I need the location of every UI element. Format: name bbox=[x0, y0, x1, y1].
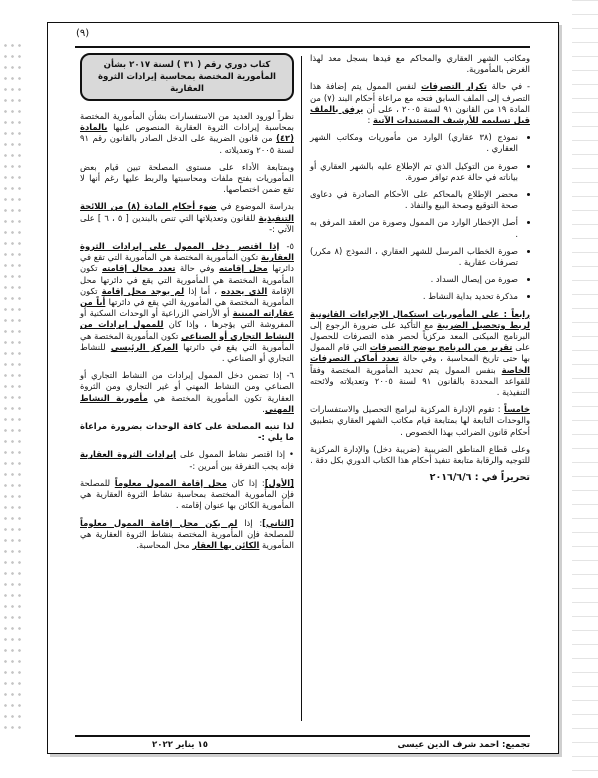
first-term: محل إقامة الممول معلوماً bbox=[114, 477, 227, 488]
paragraph-2: وبمتابعة الأداء على مستوى المصلحة تبين قيام بعض المأموريات بفتح ملفات ومحاسبتها والربط عليها رغم أنها لا تقع ضمن اختصاصها. bbox=[80, 161, 294, 195]
fourth-term2: تعدد أماكن التصرفات الخاصة bbox=[310, 353, 530, 375]
fifth-text: : تقوم الإدارة المركزية لبرامج التحصيل والاستفسارات والوحدات التابعة لها بمتابعة قيام مكاتب الشهر العقاري بتطبيق أحكام قانون الضرائب بهذا الخصوص . bbox=[310, 404, 530, 437]
p3-term: ضوء أحكام المادة (٨) من اللائحة التنفيذية bbox=[80, 201, 295, 223]
first-label: [الأول] bbox=[264, 477, 294, 488]
case-paragraph bbox=[80, 449, 294, 471]
second-b: للمصلحة فإن المأمورية المختصة بنشاط الثروة العقارية هي المأمورية bbox=[80, 528, 294, 550]
item6-b: . bbox=[262, 403, 265, 414]
left-column bbox=[80, 53, 294, 557]
list-item: • محضر الإطلاع بالمحاكم على الأحكام الصادرة في دعاوى صحة التوقيع وصحة البيع والنفاذ . bbox=[310, 189, 518, 211]
fifth-section bbox=[310, 404, 530, 438]
item5-h: تكون المأمورية المختصة هي المأمورية التي يقع في دائرتها bbox=[80, 330, 294, 352]
decorative-grid-edge bbox=[572, 0, 598, 778]
first-b: للمصلحة فإن المأمورية المختصة بمحاسبة نشاط الثروة العقارية هي المأمورية الكائن بها عنوان إقامته . bbox=[80, 477, 294, 511]
item5-e: ، أما إذا bbox=[184, 285, 222, 296]
list-item: • صورة من التوكيل الذي تم الإطلاع عليه بالشهر العقاري أو بياناته في حالة عدم توافر صورة. bbox=[310, 161, 518, 183]
right-column bbox=[310, 53, 530, 490]
item-5 bbox=[80, 241, 294, 364]
dup-term2: يرفق بالملف قبل تسليمه للأرشيف المستندات الآتية bbox=[310, 103, 530, 126]
second-term: لم يكن محل إقامة الممول معلوماً bbox=[80, 517, 238, 528]
item5-term8: المركز الرئيسي bbox=[110, 341, 178, 352]
dup-prefix: - في حالة bbox=[486, 81, 530, 92]
circular-title-box: كتاب دوري رقم ( ٣١ ) لسنة ٢٠١٧ بشأن المأمورية المختصة بمحاسبة إيرادات الثروة العقارية bbox=[80, 53, 294, 101]
header-rule bbox=[75, 46, 530, 48]
p1-text-a: نظراً لورود العديد من الاستفسارات بشأن المأمورية المختصة بمحاسبة إيرادات الثروة العقارية المنصوص عليها bbox=[80, 111, 294, 133]
first-a: : إذا كان bbox=[226, 477, 265, 488]
date-value: ٢٠١٦/٦/٦ bbox=[429, 472, 472, 484]
item6-term: مأمورية النشاط المهني bbox=[80, 392, 294, 414]
fourth-text-a: مع التأكيد على ضرورة الرجوع إلى البرنامج الميكنى المعد مركزياً لحصر هذه التصرفات للحصول على bbox=[310, 319, 530, 353]
notice-heading: لذا تنبه المصلحة على كافة الوحدات بضرورة مراعاة ما يلي :- bbox=[80, 421, 294, 443]
item5-term3: تعدد محال إقامته bbox=[102, 263, 176, 274]
list-item: • مذكرة تحديد بداية النشاط . bbox=[310, 291, 518, 302]
item5-a: ٥- bbox=[279, 241, 294, 252]
fourth-title: رابعاً : على المأموريات استكمال الإجراءات القانونية لربط وتحصيل الضريبة bbox=[310, 308, 530, 330]
list-item: • أصل الإخطار الوارد من الممول وصورة من العقد المرفق به . bbox=[310, 217, 518, 239]
item5-i: للنشاط التجاري أو الصناعي . bbox=[80, 341, 294, 364]
first-case bbox=[80, 478, 294, 512]
case-b: فإنه يجب التفرقة بين أمرين :- bbox=[189, 460, 294, 471]
p1-text-b: من قانون الضريبة على الدخل الصادر بالقانون رقم ٩١ لسنة ٢٠٠٥ وتعديلاته . bbox=[80, 133, 294, 155]
paragraph-3 bbox=[80, 201, 294, 235]
list-item: • صورة الخطاب المرسل للشهر العقاري ، النموذج (٨ مكرر) تصرفات عقارية . bbox=[310, 246, 518, 268]
fourth-text-b: التي قام الممول بها حتى تاريخ المحاسبة ، وفي حالة bbox=[310, 342, 530, 364]
footer-author: تجميع: احمد شرف الدين عيسى bbox=[397, 740, 530, 750]
item5-b: تكون المأمورية المختصة هي المأمورية التي تقع في دائرتها bbox=[80, 252, 294, 274]
item5-c: وفي حالة bbox=[175, 263, 219, 274]
decorative-dot-border bbox=[2, 40, 24, 730]
footer-rule bbox=[75, 735, 530, 737]
duplicate-dealings-paragraph bbox=[310, 81, 530, 126]
item5-d: تكون المأمورية المختصة هي المأمورية التي يقع في دائرتها محل الإقامة bbox=[80, 263, 294, 296]
item5-f: تكون المأمورية المختصة هي المأمورية التي يقع في دائرتها bbox=[80, 285, 294, 308]
p1-term: بالمادة (٤٢) bbox=[80, 122, 294, 144]
list-item: • صورة من إيصال السداد . bbox=[310, 274, 518, 285]
column-divider bbox=[301, 56, 302, 721]
second-case bbox=[80, 518, 294, 552]
p3-text-a: بدراسة الموضوع في bbox=[216, 201, 295, 212]
p3-text-b: للقانون وتعديلاتها التي تنص بالبندين [ ٥ ، ٦ ] على الآتي :- bbox=[80, 212, 294, 234]
dup-end: : bbox=[367, 115, 373, 126]
required-documents-list bbox=[310, 132, 530, 302]
item5-term5: لم يوجد محل إقامة bbox=[101, 285, 185, 296]
closing-paragraph: وعلى قطاع المناطق الضريبية (ضريبة دخل) والإدارة المركزية للتوجيه والرقابة متابعة تنفيذ أحكام هذا الكتاب الدوري بكل دقة . bbox=[310, 443, 530, 466]
item5-term1: إذا اقتصر دخل الممول على إيرادات الثروة العقارية bbox=[80, 241, 294, 263]
fifth-title: خامساً bbox=[503, 404, 530, 415]
dup-term: تكرار التصرفات bbox=[420, 81, 487, 92]
item5-term7: للممول إيرادات من النشاط التجاري أو الصناعي bbox=[80, 319, 294, 341]
item5-term2: محل إقامته bbox=[218, 263, 268, 274]
footer-date: ١٥ يناير ٢٠٢٢ bbox=[151, 740, 208, 750]
second-label: [الثاني] bbox=[262, 517, 295, 528]
fourth-text-c: بنفس الممول يتم تحديد المأمورية المختصة وفقاً للقواعد المحددة بالقانون ٩١ لسنة ٢٠٠٥ وتعديلاته ولائحته التنفيذية . bbox=[310, 364, 530, 398]
case-term: إيرادات الثروة العقارية bbox=[80, 449, 176, 460]
page-number: (٩) bbox=[76, 28, 90, 39]
item5-term4: الذي يحدده bbox=[221, 285, 268, 296]
fourth-term1: تقرير من البرنامج يوضح التصرفات bbox=[369, 342, 513, 353]
date-label: تحريراً في : bbox=[474, 472, 530, 484]
item5-g: أو الأراضي الزراعية أو الوحدات السكنية أو المفروشة التي يؤجرها ، وإذا كان bbox=[80, 308, 295, 330]
paragraph-1 bbox=[80, 111, 294, 156]
case-a: • إذا اقتصر نشاط الممول على bbox=[175, 449, 294, 460]
dup-mid: لنفس الممول يتم إضافة هذا التصرف إلى الملف السابق فتحه مع مراعاة أحكام البند (٧) من المادة ١٩ من القانون ٩١ لسنة ٢٠٠٥ ، على أن bbox=[310, 81, 530, 114]
list-item: • نموذج (٣٨ عقاري) الوارد من مأموريات ومكاتب الشهر العقاري . bbox=[310, 132, 518, 154]
issue-date bbox=[310, 472, 530, 483]
item5-term6: أياً من عقاراته المبنية bbox=[80, 297, 294, 319]
second-c: محل المحاسبة. bbox=[136, 539, 193, 550]
second-term2: الكائن بها العقار bbox=[192, 539, 260, 550]
second-a: : إذا bbox=[237, 517, 263, 528]
item-6 bbox=[80, 370, 294, 415]
item6-a: ٦- إذا تضمن دخل الممول إيرادات من النشاط التجاري أو الصناعي ومن النشاط المهني أو غير التجاري ومن الثروة العقارية تكون المأمورية المختصة هي bbox=[80, 370, 294, 403]
intro-paragraph: ومكاتب الشهر العقاري والمحاكم مع قيدها بسجل معد لهذا الغرض بالمأمورية. bbox=[310, 53, 530, 75]
fourth-section bbox=[310, 309, 530, 399]
